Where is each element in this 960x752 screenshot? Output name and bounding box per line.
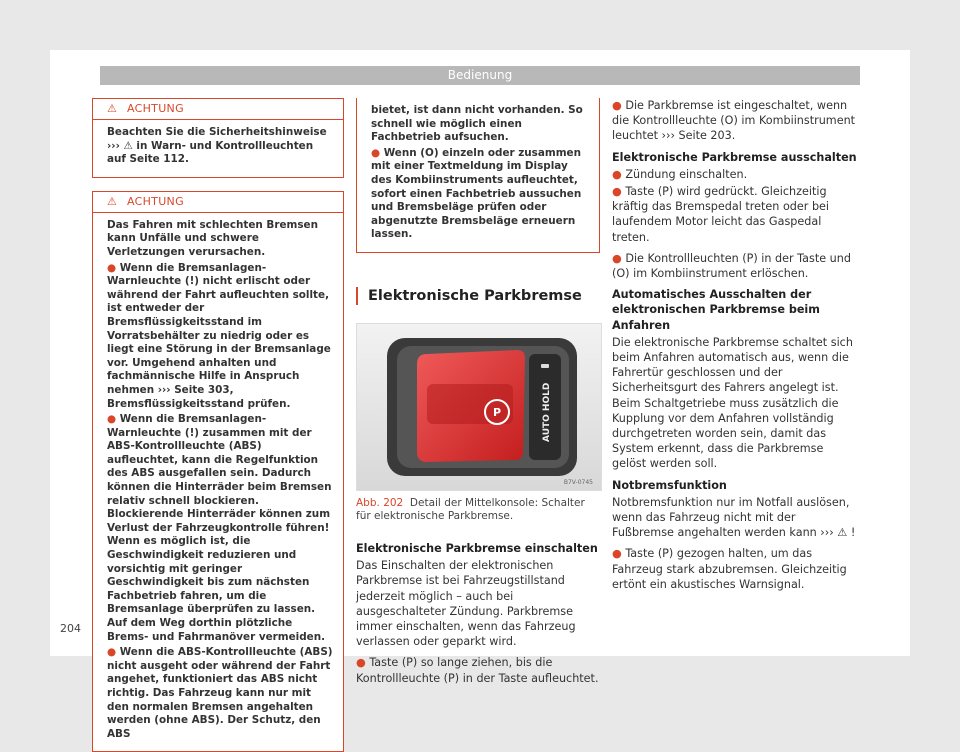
parking-brake-figure [356, 323, 602, 491]
page-header: Bedienung [100, 66, 860, 85]
warning-cont: bietet, ist dann nicht vorhanden. So schnell wie möglich einen Fachbetrieb aufsuchen. [371, 104, 583, 144]
bullet-item: ● Die Kontrollleuchten (P) in der Taste und (O) im Kombiinstrument erlöschen. [612, 251, 851, 281]
warning-heading: ACHTUNG [127, 102, 184, 115]
warning-triangle-icon: ⚠ [107, 194, 118, 208]
bullet-item: ● Taste (P) gezogen halten, um das Fahrzeug stark abzubremsen. Gleichzeitig ertönt ein akustisches Warnsignal. [612, 547, 847, 591]
subheading: Elektronische Parkbremse ausschalten [612, 150, 857, 164]
warning-item: ● Wenn (O) einzeln oder zusammen mit einer Textmeldung im Display des Kombiinstruments aufleuchtet, sofort einen Fachbetrieb aussuchen und Bremsbeläge prüfen oder abgenutzte Bremsbeläge erneuern lassen. [371, 146, 582, 241]
bullet-item: ● Taste (P) wird gedrückt. Gleichzeitig kräftig das Bremspedal treten oder bei laufendem Motor leicht das Gaspedal treten. [612, 185, 830, 244]
column-1 [92, 98, 344, 752]
paragraph: Notbremsfunktion nur im Notfall auslösen, wenn das Fahrzeug nicht mit der Fußbremse angehalten werden kann ››› ⚠ ! [612, 495, 856, 540]
figure-caption: Abb. 202 Detail der Mittelkonsole: Schalter für elektronische Parkbremse. [356, 496, 585, 522]
paragraph: Die elektronische Parkbremse schaltet sich beim Anfahren automatisch aus, wenn die Fahrertür geschlossen und der Sicherheitsgurt des Fahrers angelegt ist. Beim Schaltgetriebe muss zusätzlich die Kupplung vor dem Anfahren vollständig durchgetreten worden sein, damit das System erkennt, dass die Parkbremse gelöst werden soll. [612, 335, 853, 471]
bullet-item: ● Zündung einschalten. [612, 167, 748, 181]
bullet-item: ● Taste (P) so lange ziehen, bis die Kontrollleuchte (P) in der Taste aufleuchtet. [356, 656, 599, 685]
warning-triangle-icon: ⚠ [107, 102, 118, 115]
paragraph: Das Einschalten der elektronischen Parkbremse ist bei Fahrzeugstillstand jederzeit möglich – auch bei ausgeschalteter Zündung. Parkbremse immer einschalten, wenn das Fahrzeug verlassen oder geparkt wird. [356, 559, 576, 649]
warning-intro: Das Fahren mit schlechten Bremsen kann Unfälle und schwere Verletzungen verursachen. [107, 218, 318, 258]
column-3 [612, 98, 860, 598]
auto-hold-label: AUTO HOLD [542, 382, 552, 442]
subheading: Automatisches Ausschalten der elektronischen Parkbremse beim Anfahren [612, 288, 820, 332]
warning-item: ● Wenn die Bremsanlagen-Warnleuchte (!) zusammen mit der ABS-Kontrollleuchte (ABS) aufleuchtet, kann die Regelfunktion des ABS ausgefallen sein. Dadurch können die Hinterräder beim Bremsen relativ schnell blockieren. Blockierende Hinterräder können zum Verlust der Fahrzeugkontrolle führen! Wenn es möglich ist, die Geschwindigkeit reduzieren und vorsichtig mit geringer Geschwindigkeit bis zum nächsten Fachbetrieb fahren, um die Bremsanlage überprüfen zu lassen. Auf dem Weg dorthin plötzliche Brems- und Fahrmanöver vermeiden. [107, 413, 332, 643]
warning-box-1 [92, 98, 344, 178]
console-illustration [357, 324, 601, 490]
warning-heading: ACHTUNG [127, 194, 184, 208]
warning-box-2 [92, 191, 344, 752]
warning-text: Beachten Sie die Sicherheitshinweise ››› ⚠ in Warn- und Kontrollleuchten auf Seite 112. [107, 126, 327, 166]
subheading: Notbremsfunktion [612, 478, 727, 492]
page-number: 204 [60, 622, 81, 635]
figure-code: B7V-0745 [563, 478, 593, 486]
svg-text:P: P [492, 405, 502, 419]
warning-item: ● Wenn die ABS-Kontrollleuchte (ABS) nicht ausgeht oder während der Fahrt angehet, funktioniert das ABS nicht richtig. Das Fahrzeug kann nur mit den normalen Bremsen angehalten werden (ohne ABS). Der Schutz, den ABS [107, 646, 333, 740]
warning-item: ● Wenn die Bremsanlagen-Warnleuchte (!) nicht erlischt oder während der Fahrt aufleuchten sollte, ist entweder der Bremsflüssigkeitsstand im Vorratsbehälter zu niedrig oder es liegt eine Störung in der Bremsanlage vor. Umgehend anhalten und fachmännische Hilfe in Anspruch nehmen ››› Seite 303, Bremsflüssigkeitsstand prüfen. [107, 261, 331, 410]
section-title: Elektronische Parkbremse [356, 287, 600, 305]
subheading: Elektronische Parkbremse einschalten [356, 541, 598, 555]
bullet-item: ● Die Parkbremse ist eingeschaltet, wenn die Kontrollleuchte (O) im Kombiinstrument leuchtet ››› Seite 203. [612, 99, 856, 143]
warning-box-continued [356, 98, 600, 253]
column-2 [356, 98, 600, 692]
